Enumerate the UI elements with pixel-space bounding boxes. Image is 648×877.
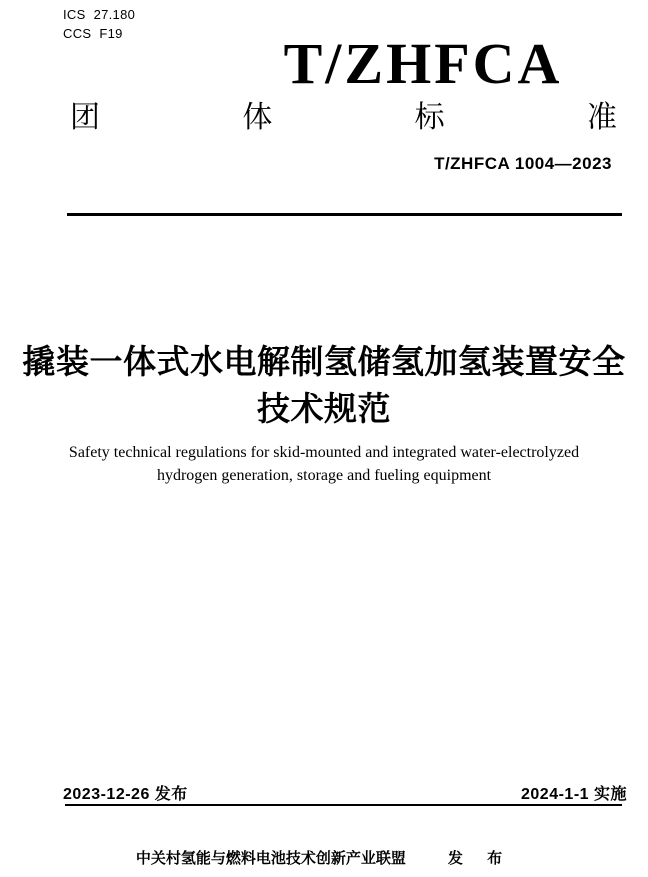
- ics-value: 27.180: [93, 7, 136, 22]
- ccs-code: [63, 24, 135, 43]
- standard-number: T/ZHFCA 1004—2023: [434, 154, 612, 173]
- document-title-en: [0, 441, 648, 487]
- document-title-zh: [0, 338, 648, 432]
- issue-date: 2023-12-26 发布: [63, 786, 188, 803]
- ccs-label: CCS: [63, 26, 92, 41]
- publisher-name: 中关村氢能与燃料电池技术创新产业联盟: [135, 850, 406, 867]
- document-title-zh-line1: 撬装一体式水电解制氢储氢加氢装置安全: [22, 343, 626, 380]
- footer-divider: [65, 804, 622, 806]
- document-type-row: [70, 100, 617, 136]
- document-title-en-line2: hydrogen generation, storage and fueling equipment: [156, 467, 492, 484]
- publish-action-label: 发 布: [447, 850, 513, 867]
- header-divider: [67, 213, 622, 216]
- ccs-value: F19: [99, 26, 123, 41]
- organization-code-title: T/ZHFCA: [283, 31, 563, 96]
- implementation-date: 2024-1-1 实施: [521, 786, 627, 803]
- doc-type-char: 标: [414, 101, 445, 134]
- doc-type-char: 体: [242, 101, 273, 134]
- classification-codes: [63, 5, 135, 43]
- dates-row: [63, 781, 627, 804]
- ics-label: ICS: [63, 7, 86, 22]
- document-title-en-line1: Safety technical regulations for skid-mounted and integrated water-electrolyzed: [68, 444, 580, 461]
- footer: [0, 847, 648, 868]
- document-title-zh-line2: 技术规范: [257, 390, 391, 427]
- doc-type-char: 团: [70, 101, 100, 134]
- ics-code: [63, 5, 135, 24]
- doc-type-char: 准: [586, 101, 617, 134]
